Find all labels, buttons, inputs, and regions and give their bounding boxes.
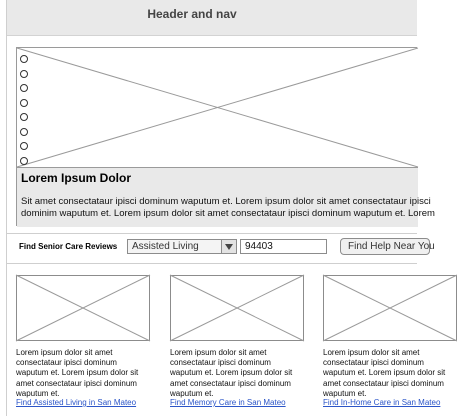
- carousel-dot-8[interactable]: [20, 157, 28, 165]
- carousel-dot-5[interactable]: [20, 113, 28, 121]
- card-link[interactable]: Find Memory Care in San Mateo: [170, 398, 286, 407]
- carousel-dot-6[interactable]: [20, 128, 28, 136]
- card-assisted-living: [16, 275, 150, 416]
- hero-image-placeholder: [17, 48, 418, 167]
- hero-body: [21, 196, 441, 220]
- chevron-down-icon[interactable]: [221, 240, 236, 253]
- care-type-select[interactable]: [127, 239, 237, 254]
- card-memory-care: [170, 275, 304, 416]
- search-label: Find Senior Care Reviews: [19, 242, 118, 251]
- card-link[interactable]: Find In-Home Care in San Mateo: [323, 398, 441, 407]
- hero-body-line-2: dominim waputum et. Lorem ipsum dolor sit amet consectataur ipisci dominum waputum et. Lorem: [21, 208, 435, 219]
- hero-title: Lorem Ipsum Dolor: [21, 171, 132, 185]
- card-text: Lorem ipsum dolor sit amet consectataur ipisci dominum waputum et. Lorem ipsum dolor sit amet consectataur ipisci dominum waputum et.: [323, 348, 446, 398]
- card-text: Lorem ipsum dolor sit amet consectataur ipisci dominum waputum et. Lorem ipsum dolor sit amet consectataur ipisci dominum waputum et.: [16, 348, 139, 398]
- carousel-dot-3[interactable]: [20, 84, 28, 92]
- hero-carousel: [16, 47, 435, 226]
- divider: [7, 233, 417, 234]
- card-image-placeholder: [170, 275, 304, 341]
- carousel-dot-4[interactable]: [20, 99, 28, 107]
- card-link[interactable]: Find Assisted Living in San Mateo: [16, 398, 137, 407]
- page: [6, 0, 446, 416]
- hero-body-line-1: Sit amet consectataur ipisci dominum waputum et. Lorem ipsum dolor sit amet consectataur ipisci: [21, 196, 431, 207]
- hero-caption: [17, 167, 435, 227]
- care-type-value: Assisted Living: [132, 241, 199, 252]
- header-title: Header and nav: [147, 7, 237, 21]
- card-image-placeholder: [16, 275, 150, 341]
- carousel-dot-7[interactable]: [20, 142, 28, 150]
- card-text: Lorem ipsum dolor sit amet consectataur ipisci dominum waputum et. Lorem ipsum dolor sit amet consectataur ipisci dominum waputum et.: [170, 348, 293, 398]
- divider: [7, 263, 417, 264]
- header-nav: [7, 0, 417, 36]
- carousel-dot-1[interactable]: [20, 55, 28, 63]
- find-help-button[interactable]: Find Help Near You: [340, 238, 430, 255]
- card-image-placeholder: [323, 275, 457, 341]
- carousel-dot-2[interactable]: [20, 70, 28, 78]
- zip-input[interactable]: 94403: [240, 239, 327, 254]
- card-in-home-care: [323, 275, 457, 416]
